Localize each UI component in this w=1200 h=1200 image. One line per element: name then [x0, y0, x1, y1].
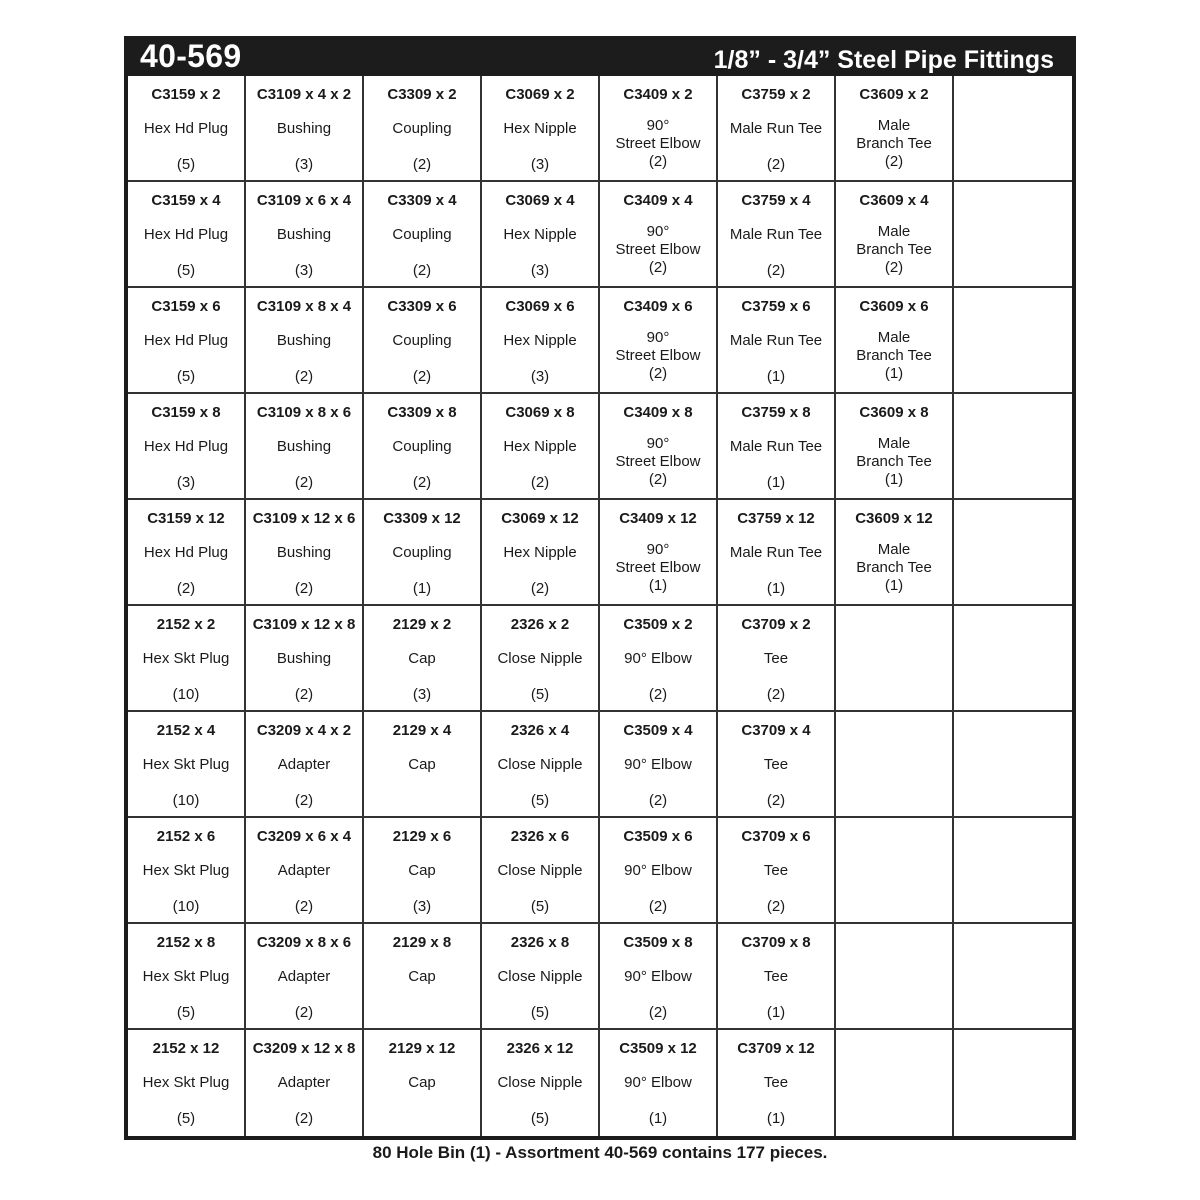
part-number: C3209 x 6 x 4: [256, 828, 352, 845]
part-number: C3109 x 8 x 4: [256, 298, 352, 315]
part-description: Bushing: [276, 332, 332, 349]
part-description: 90° Elbow: [624, 1074, 692, 1091]
bin-cell: [600, 288, 718, 394]
bin-cell: [364, 500, 482, 606]
bin-cell: [246, 818, 364, 924]
part-number: 2152 x 2: [156, 616, 216, 633]
part-number: C3159 x 12: [147, 510, 225, 527]
part-quantity: (1): [884, 365, 904, 382]
assortment-title: 1/8” - 3/4” Steel Pipe Fittings: [713, 46, 1054, 74]
part-quantity: (5): [176, 368, 196, 385]
part-quantity: (2): [648, 365, 668, 382]
part-description: Close Nipple: [497, 968, 583, 985]
part-number: C3309 x 2: [387, 86, 457, 103]
bin-cell: [128, 818, 246, 924]
bin-cell: [246, 182, 364, 288]
part-description: Hex Nipple: [503, 332, 577, 349]
bin-cell: [482, 1030, 600, 1136]
part-description: Coupling: [392, 226, 452, 243]
part-number: C3409 x 4: [623, 192, 693, 209]
part-quantity: (5): [530, 792, 550, 809]
part-description: 90° Elbow: [624, 862, 692, 879]
bin-cell: [364, 76, 482, 182]
part-number: C3759 x 12: [737, 510, 815, 527]
bin-cell: [600, 1030, 718, 1136]
part-description: Cap: [408, 1074, 436, 1091]
part-quantity: (1): [884, 577, 904, 594]
part-description: Tee: [763, 756, 789, 773]
part-number: 2326 x 2: [510, 616, 570, 633]
part-quantity: (2): [294, 1004, 314, 1021]
part-number: C3509 x 8: [623, 934, 693, 951]
bin-cell: [600, 606, 718, 712]
part-quantity: (1): [766, 580, 786, 597]
part-description: Hex Skt Plug: [142, 756, 230, 773]
part-number: C3609 x 6: [859, 298, 929, 315]
part-quantity: (2): [412, 156, 432, 173]
part-number: 2152 x 8: [156, 934, 216, 951]
part-number: 2129 x 6: [392, 828, 452, 845]
part-number: C3159 x 4: [151, 192, 221, 209]
part-number: C3409 x 2: [623, 86, 693, 103]
bin-cell: [836, 288, 954, 394]
bin-cell: [718, 712, 836, 818]
assortment-number: 40-569: [140, 38, 242, 74]
part-quantity: (2): [648, 686, 668, 703]
part-description: Bushing: [276, 120, 332, 137]
part-description: Tee: [763, 1074, 789, 1091]
part-description: Male Branch Tee: [856, 223, 932, 258]
bin-cell: [718, 500, 836, 606]
bin-cell: [364, 288, 482, 394]
part-description: Hex Hd Plug: [143, 332, 229, 349]
part-number: C3069 x 4: [505, 192, 575, 209]
bin-cell: [836, 924, 954, 1030]
bin-cell: [364, 1030, 482, 1136]
part-quantity: (5): [176, 156, 196, 173]
part-number: C3509 x 12: [619, 1040, 697, 1057]
part-description: Cap: [408, 862, 436, 879]
assortment-footer-note: 80 Hole Bin (1) - Assortment 40-569 contains 177 pieces.: [372, 1143, 828, 1162]
part-number: C3709 x 4: [741, 722, 811, 739]
part-quantity: (2): [884, 259, 904, 276]
bin-cell: [954, 500, 1072, 606]
part-description: Coupling: [392, 544, 452, 561]
part-number: C3759 x 6: [741, 298, 811, 315]
bin-cell: [836, 712, 954, 818]
part-number: C3709 x 8: [741, 934, 811, 951]
part-quantity: (1): [884, 471, 904, 488]
bin-cell: [128, 500, 246, 606]
part-description: Hex Hd Plug: [143, 120, 229, 137]
part-number: C3759 x 8: [741, 404, 811, 421]
part-description: Adapter: [277, 968, 331, 985]
part-description: Tee: [763, 968, 789, 985]
part-number: C3109 x 8 x 6: [256, 404, 352, 421]
bin-cell: [128, 182, 246, 288]
part-description: Male Branch Tee: [856, 435, 932, 470]
part-number: C3709 x 2: [741, 616, 811, 633]
part-description: Tee: [763, 862, 789, 879]
part-description: Male Run Tee: [729, 544, 823, 561]
part-number: C3069 x 8: [505, 404, 575, 421]
part-description: Close Nipple: [497, 1074, 583, 1091]
part-quantity: (3): [176, 474, 196, 491]
bin-cell: [836, 500, 954, 606]
part-description: Hex Nipple: [503, 438, 577, 455]
bin-cell: [836, 76, 954, 182]
part-quantity: (3): [530, 156, 550, 173]
bin-cell: [836, 394, 954, 500]
part-quantity: (5): [530, 898, 550, 915]
part-description: Male Branch Tee: [856, 541, 932, 576]
part-quantity: (2): [412, 474, 432, 491]
part-number: C3209 x 4 x 2: [256, 722, 352, 739]
part-number: C3069 x 12: [501, 510, 579, 527]
part-number: 2152 x 12: [152, 1040, 220, 1057]
bin-cell: [128, 924, 246, 1030]
bin-cell: [836, 606, 954, 712]
part-number: 2129 x 12: [388, 1040, 456, 1057]
bin-cell: [246, 394, 364, 500]
part-description: Male Run Tee: [729, 332, 823, 349]
part-number: C3209 x 8 x 6: [256, 934, 352, 951]
part-description: Bushing: [276, 226, 332, 243]
part-quantity: (2): [530, 580, 550, 597]
part-quantity: (2): [294, 580, 314, 597]
bin-cell: [364, 182, 482, 288]
sheet-header: [124, 36, 1076, 76]
part-number: C3309 x 6: [387, 298, 457, 315]
part-number: C3409 x 6: [623, 298, 693, 315]
part-number: C3509 x 4: [623, 722, 693, 739]
bin-grid: [124, 76, 1076, 1140]
bin-cell: [364, 712, 482, 818]
bin-cell: [600, 712, 718, 818]
part-quantity: (2): [648, 471, 668, 488]
part-number: C3509 x 2: [623, 616, 693, 633]
bin-cell: [718, 1030, 836, 1136]
part-quantity: (10): [172, 686, 200, 703]
part-quantity: (2): [766, 898, 786, 915]
part-description: 90° Street Elbow: [615, 117, 701, 152]
part-description: Cap: [408, 968, 436, 985]
bin-cell: [954, 712, 1072, 818]
bin-cell: [718, 76, 836, 182]
part-description: 90° Street Elbow: [615, 435, 701, 470]
bin-cell: [364, 606, 482, 712]
part-quantity: (2): [648, 898, 668, 915]
part-description: Hex Hd Plug: [143, 438, 229, 455]
part-quantity: (5): [530, 686, 550, 703]
bin-cell: [482, 818, 600, 924]
part-number: C3159 x 8: [151, 404, 221, 421]
part-number: C3759 x 2: [741, 86, 811, 103]
part-description: 90° Street Elbow: [615, 329, 701, 364]
part-number: 2326 x 6: [510, 828, 570, 845]
part-description: Hex Hd Plug: [143, 544, 229, 561]
bin-cell: [128, 1030, 246, 1136]
part-quantity: (3): [412, 686, 432, 703]
assortment-sheet: [124, 36, 1076, 1140]
part-quantity: (2): [766, 262, 786, 279]
part-description: 90° Elbow: [624, 650, 692, 667]
bin-cell: [718, 924, 836, 1030]
part-number: C3709 x 6: [741, 828, 811, 845]
part-quantity: (5): [176, 262, 196, 279]
part-number: 2129 x 4: [392, 722, 452, 739]
part-quantity: (3): [294, 262, 314, 279]
part-number: C3109 x 12 x 6: [252, 510, 356, 527]
part-number: 2129 x 8: [392, 934, 452, 951]
part-quantity: (5): [176, 1110, 196, 1127]
part-number: C3409 x 8: [623, 404, 693, 421]
part-number: C3069 x 6: [505, 298, 575, 315]
part-description: Coupling: [392, 332, 452, 349]
bin-cell: [246, 76, 364, 182]
bin-cell: [482, 288, 600, 394]
part-quantity: (10): [172, 898, 200, 915]
bin-cell: [600, 924, 718, 1030]
part-number: C3609 x 4: [859, 192, 929, 209]
bin-cell: [954, 182, 1072, 288]
part-number: 2152 x 4: [156, 722, 216, 739]
part-number: C3309 x 12: [383, 510, 461, 527]
part-number: C3609 x 8: [859, 404, 929, 421]
part-number: C3109 x 6 x 4: [256, 192, 352, 209]
bin-cell: [954, 606, 1072, 712]
bin-cell: [482, 394, 600, 500]
part-number: 2326 x 4: [510, 722, 570, 739]
part-number: C3109 x 4 x 2: [256, 86, 352, 103]
bin-cell: [954, 288, 1072, 394]
bin-cell: [246, 924, 364, 1030]
bin-cell: [836, 182, 954, 288]
part-number: 2152 x 6: [156, 828, 216, 845]
bin-cell: [718, 606, 836, 712]
part-description: Adapter: [277, 1074, 331, 1091]
part-description: Male Run Tee: [729, 226, 823, 243]
bin-cell: [128, 712, 246, 818]
part-description: Bushing: [276, 438, 332, 455]
bin-cell: [600, 500, 718, 606]
part-number: C3159 x 2: [151, 86, 221, 103]
part-number: C3159 x 6: [151, 298, 221, 315]
part-quantity: (2): [412, 262, 432, 279]
part-quantity: (2): [648, 792, 668, 809]
part-description: Coupling: [392, 120, 452, 137]
bin-cell: [128, 288, 246, 394]
part-description: 90° Street Elbow: [615, 541, 701, 576]
bin-cell: [954, 1030, 1072, 1136]
bin-cell: [246, 500, 364, 606]
bin-cell: [128, 76, 246, 182]
part-description: Hex Skt Plug: [142, 862, 230, 879]
part-quantity: (2): [294, 792, 314, 809]
part-quantity: (1): [766, 1110, 786, 1127]
part-number: C3309 x 8: [387, 404, 457, 421]
part-quantity: (2): [412, 368, 432, 385]
part-description: Male Branch Tee: [856, 117, 932, 152]
bin-cell: [128, 606, 246, 712]
bin-cell: [954, 924, 1072, 1030]
part-number: C3759 x 4: [741, 192, 811, 209]
bin-cell: [954, 818, 1072, 924]
part-quantity: (2): [648, 153, 668, 170]
part-description: Cap: [408, 756, 436, 773]
bin-cell: [836, 818, 954, 924]
part-number: C3209 x 12 x 8: [252, 1040, 356, 1057]
part-quantity: (2): [294, 474, 314, 491]
part-description: Hex Nipple: [503, 120, 577, 137]
part-quantity: (2): [766, 792, 786, 809]
bin-cell: [246, 288, 364, 394]
part-description: Bushing: [276, 650, 332, 667]
part-description: Adapter: [277, 862, 331, 879]
bin-cell: [482, 76, 600, 182]
bin-cell: [482, 500, 600, 606]
part-quantity: (3): [530, 368, 550, 385]
part-description: Hex Nipple: [503, 226, 577, 243]
part-description: Cap: [408, 650, 436, 667]
bin-cell: [364, 924, 482, 1030]
part-number: C3409 x 12: [619, 510, 697, 527]
part-description: Close Nipple: [497, 650, 583, 667]
part-quantity: (5): [176, 1004, 196, 1021]
part-description: Tee: [763, 650, 789, 667]
bin-cell: [482, 924, 600, 1030]
part-description: 90° Elbow: [624, 756, 692, 773]
part-number: C3609 x 2: [859, 86, 929, 103]
part-number: C3069 x 2: [505, 86, 575, 103]
bin-cell: [718, 288, 836, 394]
part-quantity: (2): [530, 474, 550, 491]
part-description: Adapter: [277, 756, 331, 773]
part-quantity: (2): [766, 156, 786, 173]
part-quantity: (2): [648, 1004, 668, 1021]
part-quantity: (1): [766, 474, 786, 491]
bin-cell: [246, 712, 364, 818]
part-quantity: (2): [294, 1110, 314, 1127]
part-description: 90° Elbow: [624, 968, 692, 985]
part-description: Hex Hd Plug: [143, 226, 229, 243]
part-quantity: (5): [530, 1110, 550, 1127]
part-quantity: (10): [172, 792, 200, 809]
bin-cell: [246, 606, 364, 712]
part-quantity: (1): [766, 1004, 786, 1021]
part-quantity: (3): [412, 898, 432, 915]
part-quantity: (2): [176, 580, 196, 597]
part-number: C3309 x 4: [387, 192, 457, 209]
part-description: 90° Street Elbow: [615, 223, 701, 258]
part-description: Hex Skt Plug: [142, 968, 230, 985]
bin-cell: [482, 712, 600, 818]
bin-cell: [718, 818, 836, 924]
part-description: Male Run Tee: [729, 120, 823, 137]
part-description: Bushing: [276, 544, 332, 561]
part-quantity: (2): [884, 153, 904, 170]
bin-cell: [600, 76, 718, 182]
bin-cell: [954, 394, 1072, 500]
part-description: Hex Nipple: [503, 544, 577, 561]
bin-cell: [600, 182, 718, 288]
part-description: Close Nipple: [497, 756, 583, 773]
part-quantity: (2): [294, 368, 314, 385]
bin-cell: [128, 394, 246, 500]
part-number: C3609 x 12: [855, 510, 933, 527]
bin-cell: [482, 606, 600, 712]
part-quantity: (1): [648, 577, 668, 594]
part-quantity: (1): [648, 1110, 668, 1127]
bin-cell: [364, 394, 482, 500]
part-number: C3109 x 12 x 8: [252, 616, 356, 633]
part-description: Coupling: [392, 438, 452, 455]
part-description: Hex Skt Plug: [142, 650, 230, 667]
part-quantity: (3): [530, 262, 550, 279]
part-number: C3709 x 12: [737, 1040, 815, 1057]
bin-cell: [482, 182, 600, 288]
part-quantity: (5): [530, 1004, 550, 1021]
part-description: Hex Skt Plug: [142, 1074, 230, 1091]
part-quantity: (1): [766, 368, 786, 385]
part-description: Close Nipple: [497, 862, 583, 879]
part-quantity: (1): [412, 580, 432, 597]
part-quantity: (3): [294, 156, 314, 173]
bin-cell: [600, 818, 718, 924]
part-quantity: (2): [294, 686, 314, 703]
part-quantity: (2): [648, 259, 668, 276]
bin-cell: [718, 394, 836, 500]
part-quantity: (2): [766, 686, 786, 703]
part-description: Male Branch Tee: [856, 329, 932, 364]
bin-cell: [954, 76, 1072, 182]
bin-cell: [718, 182, 836, 288]
part-quantity: (2): [294, 898, 314, 915]
part-number: 2326 x 8: [510, 934, 570, 951]
bin-cell: [600, 394, 718, 500]
bin-cell: [836, 1030, 954, 1136]
part-number: 2129 x 2: [392, 616, 452, 633]
bin-cell: [364, 818, 482, 924]
bin-cell: [246, 1030, 364, 1136]
part-number: 2326 x 12: [506, 1040, 574, 1057]
part-description: Male Run Tee: [729, 438, 823, 455]
part-number: C3509 x 6: [623, 828, 693, 845]
